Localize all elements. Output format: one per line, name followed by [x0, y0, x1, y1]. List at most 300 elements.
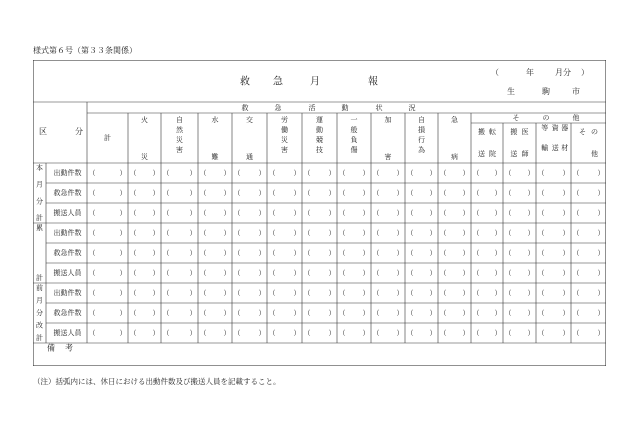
column-header-char: 水 [211, 116, 219, 124]
cell-bracket-open: （ [129, 169, 137, 177]
cell-bracket-close: ） [597, 169, 605, 177]
row-label: 搬送人員 [53, 329, 82, 337]
cell-bracket-open: （ [338, 169, 346, 177]
cell-bracket-close: ） [429, 229, 437, 237]
cell-bracket-open: （ [338, 229, 346, 237]
cell-bracket-close: ） [562, 209, 570, 217]
cell-bracket-close: ） [223, 329, 231, 337]
column-header-char: 傷 [350, 146, 358, 154]
cell-bracket-open: （ [268, 329, 276, 337]
column-header-char: 自 [176, 116, 183, 124]
cell-bracket-close: ） [189, 329, 197, 337]
row-label: 出動件数 [53, 289, 82, 297]
cell-bracket-close: ） [119, 269, 127, 277]
column-header-char: 害 [281, 146, 288, 154]
other-category-char: そ [512, 114, 520, 122]
cell-bracket-open: （ [504, 269, 512, 277]
cell-bracket-open: （ [439, 189, 447, 197]
year-month-bracket: （ [491, 68, 499, 77]
cell-bracket-open: （ [472, 229, 480, 237]
cell-bracket-open: （ [129, 229, 137, 237]
cell-bracket-close: ） [328, 249, 336, 257]
cell-bracket-close: ） [119, 229, 127, 237]
cell-bracket-close: ） [527, 309, 535, 317]
cell-bracket-close: ） [527, 329, 535, 337]
column-header-char: 計 [104, 134, 111, 142]
footnote: （注）括弧内には、休日における出動件数及び搬送人員を記載すること。 [33, 377, 281, 386]
cell-bracket-open: （ [268, 289, 276, 297]
column-header-char: 運 [316, 116, 323, 124]
cell-bracket-open: （ [372, 309, 380, 317]
other-header-char: 医 [521, 128, 529, 136]
cell-bracket-close: ） [494, 289, 502, 297]
row-label: 救急件数 [53, 249, 82, 257]
cell-bracket-open: （ [233, 229, 241, 237]
cell-bracket-open: （ [472, 289, 480, 297]
cell-bracket-close: ） [258, 289, 266, 297]
cell-bracket-close: ） [562, 309, 570, 317]
cell-bracket-open: （ [537, 289, 545, 297]
cell-bracket-open: （ [537, 269, 545, 277]
report-title-char: 救 [240, 76, 250, 88]
cell-bracket-close: ） [119, 169, 127, 177]
cell-bracket-close: ） [562, 229, 570, 237]
cell-bracket-close: ） [396, 309, 404, 317]
cell-bracket-close: ） [328, 309, 336, 317]
row-label: 救急件数 [53, 309, 82, 317]
column-header-char: 般 [350, 126, 358, 134]
activity-status-char: 救 [241, 104, 249, 112]
cell-bracket-close: ） [189, 229, 197, 237]
remarks-label: 備 [47, 343, 55, 353]
cell-bracket-close: ） [189, 209, 197, 217]
other-header-char: 資 [551, 124, 559, 132]
cell-bracket-close: ） [152, 269, 160, 277]
column-header-char: 動 [316, 126, 323, 134]
cell-bracket-close: ） [396, 329, 404, 337]
cell-bracket-close: ） [429, 169, 437, 177]
cell-bracket-close: ） [293, 249, 301, 257]
other-header-char: 搬 [510, 128, 518, 136]
other-header-char: 輸 [541, 144, 549, 152]
cell-bracket-close: ） [494, 249, 502, 257]
city-char: 生 [507, 87, 515, 96]
column-header-char: 火 [141, 116, 148, 124]
cell-bracket-close: ） [328, 289, 336, 297]
cell-bracket-open: （ [199, 209, 207, 217]
cell-bracket-open: （ [162, 209, 170, 217]
other-header-char: 等 [541, 124, 549, 132]
cell-bracket-close: ） [328, 329, 336, 337]
cell-bracket-open: （ [439, 249, 447, 257]
cell-bracket-close: ） [562, 269, 570, 277]
monthly-report-table [33, 60, 606, 366]
report-title-char: 急 [273, 76, 283, 88]
row-label: 出動件数 [53, 169, 82, 177]
cell-bracket-open: （ [199, 269, 207, 277]
cell-bracket-close: ） [494, 189, 502, 197]
cell-bracket-open: （ [406, 189, 414, 197]
cell-bracket-close: ） [597, 249, 605, 257]
city-char: 駒 [542, 87, 550, 96]
cell-bracket-open: （ [472, 269, 480, 277]
cell-bracket-open: （ [572, 329, 580, 337]
cell-bracket-close: ） [189, 289, 197, 297]
cell-bracket-close: ） [152, 309, 160, 317]
cell-bracket-close: ） [494, 209, 502, 217]
cell-bracket-close: ） [562, 249, 570, 257]
cell-bracket-close: ） [429, 289, 437, 297]
cell-bracket-open: （ [303, 249, 311, 257]
cell-bracket-open: （ [372, 209, 380, 217]
other-category-char: 他 [572, 114, 580, 122]
cell-bracket-open: （ [303, 229, 311, 237]
cell-bracket-open: （ [88, 329, 96, 337]
cell-bracket-open: （ [372, 249, 380, 257]
cell-bracket-close: ） [429, 309, 437, 317]
cell-bracket-close: ） [494, 329, 502, 337]
cell-bracket-close: ） [328, 229, 336, 237]
cell-bracket-close: ） [462, 249, 470, 257]
cell-bracket-open: （ [162, 169, 170, 177]
cell-bracket-close: ） [494, 169, 502, 177]
cell-bracket-close: ） [152, 209, 160, 217]
cell-bracket-close: ） [293, 269, 301, 277]
cell-bracket-close: ） [119, 289, 127, 297]
cell-bracket-close: ） [293, 329, 301, 337]
row-group-label-char: 分 [36, 309, 43, 317]
cell-bracket-close: ） [152, 169, 160, 177]
cell-bracket-open: （ [472, 169, 480, 177]
cell-bracket-open: （ [129, 329, 137, 337]
cell-bracket-close: ） [562, 329, 570, 337]
cell-bracket-close: ） [152, 329, 160, 337]
cell-bracket-open: （ [439, 309, 447, 317]
cell-bracket-open: （ [537, 189, 545, 197]
cell-bracket-open: （ [233, 249, 241, 257]
cell-bracket-open: （ [88, 309, 96, 317]
cell-bracket-close: ） [597, 329, 605, 337]
cell-bracket-open: （ [472, 209, 480, 217]
cell-bracket-close: ） [119, 209, 127, 217]
row-group-label-char: 分 [36, 197, 43, 206]
cell-bracket-open: （ [406, 269, 414, 277]
cell-bracket-open: （ [472, 189, 480, 197]
row-group-label-char: 前 [36, 284, 43, 292]
activity-status-char: 状 [375, 104, 383, 112]
cell-bracket-close: ） [258, 189, 266, 197]
cell-bracket-open: （ [537, 209, 545, 217]
cell-bracket-close: ） [362, 209, 370, 217]
cell-bracket-open: （ [504, 209, 512, 217]
cell-bracket-close: ） [462, 229, 470, 237]
cell-bracket-close: ） [462, 169, 470, 177]
cell-bracket-open: （ [199, 309, 207, 317]
cell-bracket-open: （ [268, 169, 276, 177]
cell-bracket-open: （ [303, 329, 311, 337]
cell-bracket-open: （ [338, 309, 346, 317]
cell-bracket-open: （ [406, 329, 414, 337]
cell-bracket-close: ） [362, 169, 370, 177]
cell-bracket-close: ） [258, 229, 266, 237]
cell-bracket-close: ） [362, 289, 370, 297]
cell-bracket-close: ） [396, 269, 404, 277]
cell-bracket-close: ） [429, 209, 437, 217]
month-label: 月分 [555, 68, 571, 77]
cell-bracket-open: （ [88, 249, 96, 257]
cell-bracket-open: （ [537, 169, 545, 177]
cell-bracket-close: ） [223, 289, 231, 297]
cell-bracket-open: （ [372, 269, 380, 277]
cell-bracket-close: ） [597, 309, 605, 317]
column-header-char: 競 [316, 136, 323, 144]
column-header-char: 災 [141, 153, 148, 161]
other-header-char: 送 [478, 150, 486, 158]
cell-bracket-open: （ [572, 189, 580, 197]
activity-status-char: 活 [308, 104, 316, 112]
activity-status-char: 動 [341, 104, 349, 112]
report-title-char: 報 [368, 76, 378, 88]
cell-bracket-close: ） [328, 169, 336, 177]
cell-bracket-open: （ [162, 189, 170, 197]
cell-bracket-open: （ [268, 269, 276, 277]
column-header-char: 技 [316, 146, 323, 154]
column-header-char: 難 [211, 153, 219, 161]
cell-bracket-close: ） [328, 269, 336, 277]
cell-bracket-open: （ [572, 249, 580, 257]
cell-bracket-open: （ [233, 289, 241, 297]
cell-bracket-open: （ [129, 269, 137, 277]
cell-bracket-close: ） [362, 229, 370, 237]
cell-bracket-close: ） [527, 249, 535, 257]
cell-bracket-open: （ [233, 169, 241, 177]
cell-bracket-open: （ [162, 269, 170, 277]
other-header-char: 他 [590, 150, 598, 158]
row-label: 救急件数 [53, 189, 82, 197]
activity-status-char: 急 [274, 104, 282, 112]
cell-bracket-close: ） [462, 309, 470, 317]
cell-bracket-open: （ [233, 209, 241, 217]
cell-bracket-close: ） [293, 209, 301, 217]
cell-bracket-close: ） [189, 269, 197, 277]
table-texts [36, 67, 605, 353]
cell-bracket-close: ） [494, 229, 502, 237]
column-header-char: 行 [418, 136, 425, 144]
cell-bracket-open: （ [572, 229, 580, 237]
cell-bracket-open: （ [268, 309, 276, 317]
other-category-char: の [542, 114, 550, 122]
row-group-label-char: 改 [36, 321, 43, 330]
cell-bracket-open: （ [338, 189, 346, 197]
cell-bracket-open: （ [472, 309, 480, 317]
cell-bracket-open: （ [406, 229, 414, 237]
cell-bracket-close: ） [494, 269, 502, 277]
cell-bracket-open: （ [504, 329, 512, 337]
cell-bracket-close: ） [258, 169, 266, 177]
cell-bracket-open: （ [472, 249, 480, 257]
cell-bracket-open: （ [199, 289, 207, 297]
cell-bracket-close: ） [527, 229, 535, 237]
cell-bracket-open: （ [233, 309, 241, 317]
year-label: 年 [526, 68, 534, 77]
row-label: 出動件数 [53, 229, 82, 237]
activity-status-char: 況 [408, 104, 416, 112]
column-header-char: 自 [418, 116, 425, 124]
cell-bracket-close: ） [597, 209, 605, 217]
cell-bracket-open: （ [372, 329, 380, 337]
cell-bracket-open: （ [439, 209, 447, 217]
cell-bracket-close: ） [494, 309, 502, 317]
other-header-char: 院 [488, 150, 496, 158]
cell-bracket-open: （ [439, 229, 447, 237]
other-header-char: 転 [488, 128, 496, 136]
cell-bracket-open: （ [199, 169, 207, 177]
row-group-label-char: 累 [36, 224, 43, 232]
cell-bracket-open: （ [504, 309, 512, 317]
cell-bracket-close: ） [396, 289, 404, 297]
row-group-label-char: 計 [36, 214, 43, 222]
cell-bracket-close: ） [258, 329, 266, 337]
cell-bracket-close: ） [189, 189, 197, 197]
other-header-char: 器 [561, 124, 569, 132]
cell-bracket-close: ） [258, 309, 266, 317]
row-label: 搬送人員 [53, 269, 82, 277]
cell-bracket-close: ） [328, 189, 336, 197]
cell-bracket-open: （ [439, 289, 447, 297]
cell-bracket-close: ） [429, 329, 437, 337]
cell-bracket-open: （ [537, 249, 545, 257]
cell-bracket-close: ） [462, 209, 470, 217]
cell-bracket-open: （ [199, 189, 207, 197]
cell-bracket-open: （ [233, 189, 241, 197]
cell-bracket-open: （ [572, 309, 580, 317]
column-header-char: 通 [246, 153, 253, 161]
cell-bracket-open: （ [303, 189, 311, 197]
cell-bracket-open: （ [338, 209, 346, 217]
row-group-label-char: 計 [36, 334, 43, 342]
cell-bracket-open: （ [406, 169, 414, 177]
cell-bracket-open: （ [162, 329, 170, 337]
other-header-char: 材 [561, 144, 569, 152]
cell-bracket-open: （ [162, 289, 170, 297]
column-header-char: 病 [451, 153, 458, 161]
cell-bracket-open: （ [537, 329, 545, 337]
cell-bracket-open: （ [268, 209, 276, 217]
cell-bracket-open: （ [439, 269, 447, 277]
report-title-char: 月 [310, 76, 320, 88]
cell-bracket-close: ） [223, 309, 231, 317]
cell-bracket-open: （ [268, 189, 276, 197]
other-header-char: 師 [521, 150, 529, 158]
cell-bracket-close: ） [152, 289, 160, 297]
cell-bracket-close: ） [119, 329, 127, 337]
category-label: 区 [39, 127, 47, 136]
cell-bracket-open: （ [199, 249, 207, 257]
cell-bracket-close: ） [462, 189, 470, 197]
cell-bracket-close: ） [527, 289, 535, 297]
column-header-char: 然 [176, 126, 183, 134]
cell-bracket-open: （ [268, 229, 276, 237]
cell-bracket-open: （ [129, 289, 137, 297]
row-group-label-char: 月 [36, 180, 43, 189]
cell-bracket-open: （ [372, 229, 380, 237]
form-number-label: 様式第６号（第３３条関係） [33, 46, 137, 55]
cell-bracket-open: （ [338, 269, 346, 277]
cell-bracket-open: （ [372, 189, 380, 197]
cell-bracket-close: ） [223, 189, 231, 197]
cell-bracket-close: ） [429, 249, 437, 257]
cell-bracket-close: ） [429, 269, 437, 277]
column-header-char: 災 [281, 136, 288, 144]
cell-bracket-open: （ [199, 229, 207, 237]
cell-bracket-open: （ [303, 289, 311, 297]
category-label: 分 [75, 127, 83, 136]
cell-bracket-close: ） [462, 329, 470, 337]
row-group-label-char: 月 [36, 296, 43, 305]
column-header-char: 働 [281, 126, 288, 134]
cell-bracket-close: ） [223, 249, 231, 257]
cell-bracket-open: （ [88, 269, 96, 277]
cell-bracket-close: ） [362, 189, 370, 197]
cell-bracket-close: ） [396, 209, 404, 217]
cell-bracket-close: ） [152, 229, 160, 237]
cell-bracket-close: ） [293, 289, 301, 297]
cell-bracket-open: （ [504, 189, 512, 197]
cell-bracket-close: ） [429, 189, 437, 197]
cell-bracket-open: （ [88, 169, 96, 177]
cell-bracket-close: ） [362, 269, 370, 277]
cell-bracket-open: （ [88, 209, 96, 217]
remarks-label: 考 [65, 343, 73, 353]
cell-bracket-close: ） [223, 169, 231, 177]
cell-bracket-close: ） [119, 249, 127, 257]
column-header-char: 労 [281, 116, 288, 124]
cell-bracket-open: （ [572, 209, 580, 217]
column-header-char: 加 [384, 116, 392, 124]
cell-bracket-close: ） [223, 209, 231, 217]
cell-bracket-open: （ [233, 269, 241, 277]
cell-bracket-open: （ [129, 249, 137, 257]
cell-bracket-open: （ [162, 309, 170, 317]
cell-bracket-open: （ [406, 289, 414, 297]
cell-bracket-close: ） [527, 169, 535, 177]
column-header-char: 害 [176, 146, 183, 154]
cell-bracket-close: ） [462, 289, 470, 297]
other-header-char: そ [579, 128, 587, 136]
column-header-char: 交 [246, 116, 253, 124]
cell-bracket-close: ） [293, 189, 301, 197]
cell-bracket-close: ） [223, 229, 231, 237]
row-label: 搬送人員 [53, 209, 82, 217]
cell-bracket-close: ） [527, 209, 535, 217]
cell-bracket-close: ） [223, 269, 231, 277]
cell-bracket-open: （ [338, 329, 346, 337]
cell-bracket-close: ） [396, 229, 404, 237]
cell-bracket-close: ） [527, 269, 535, 277]
cell-bracket-open: （ [129, 309, 137, 317]
row-group-label-char: 計 [36, 274, 43, 282]
cell-bracket-close: ） [189, 249, 197, 257]
column-header-char: 災 [176, 136, 183, 144]
cell-bracket-close: ） [527, 189, 535, 197]
column-header-char: 損 [418, 126, 425, 134]
cell-bracket-open: （ [537, 309, 545, 317]
cell-bracket-close: ） [562, 289, 570, 297]
cell-bracket-open: （ [537, 229, 545, 237]
cell-bracket-open: （ [504, 229, 512, 237]
column-header-char: 為 [418, 146, 425, 154]
cell-bracket-close: ） [597, 289, 605, 297]
